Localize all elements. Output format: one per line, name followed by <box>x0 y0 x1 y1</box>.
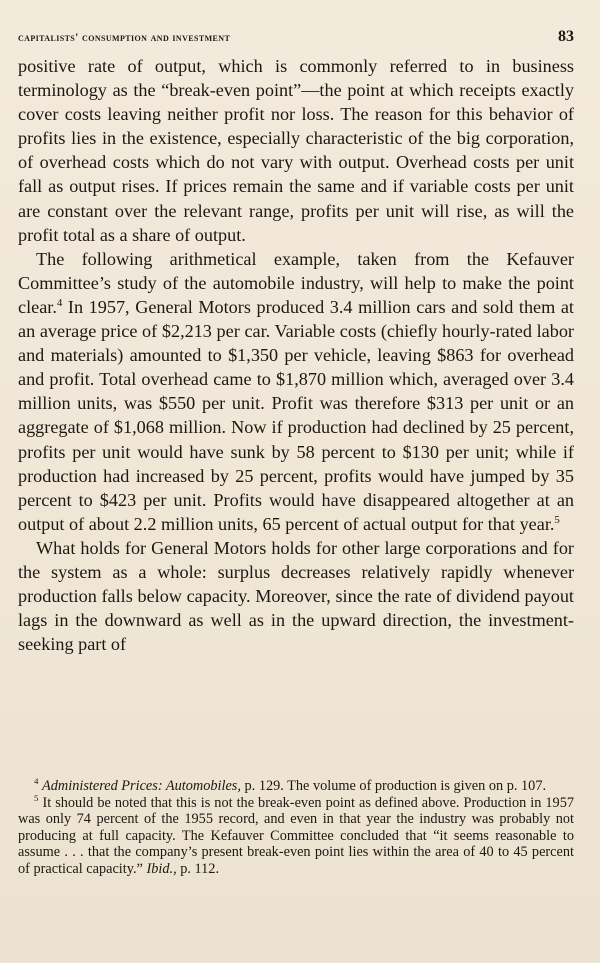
running-head <box>18 28 574 46</box>
footnote-4-source-title: Administered Prices: Automobiles, <box>42 778 241 794</box>
paragraph-3: What holds for General Motors holds for other large corporations and for the system as a whole: surplus decreases relatively rapidly whenever production falls below capacity. Moreover, since the rate of dividend payout lags in the downward as well as in the upward direction, the investment-seeking part of <box>18 537 574 655</box>
footnote-5-mark: 5 <box>34 792 39 803</box>
running-title: capitalists' consumption and investment <box>18 32 231 44</box>
footnote-ref-5: 5 <box>554 513 560 526</box>
footnote-5-text-b: p. 112. <box>176 860 220 877</box>
paragraph-1: positive rate of output, which is commonly referred to in business terminology as the “break-even point”—the point at which receipts exactly cover costs leaving neither profit nor loss. The reason for this behavior of profits lies in the existence, especially characteristic of the big corporation, of overhead costs which do not vary with output. Overhead costs per unit fall as output rises. If prices remain the same and if variable costs per unit are constant over the relevant range, profits per unit will rise, as will the profit total as a share of output. <box>18 56 574 245</box>
footnotes <box>18 778 574 878</box>
page-number: 83 <box>558 28 574 45</box>
footnote-ref-4: 4 <box>56 296 63 309</box>
paragraph-2 <box>18 247 574 536</box>
footnote-5-text-a: It should be noted that this is not the break-even point as defined above. Production in 1957 was only 74 percent of the 1955 record, and even in that year the industry was probably not producing at full capacity. The Kefauver Committee concluded that “it seems reasonable to assume . . . that the company’s present break-even point lies within the area of 40 to 45 percent of practical capacity.” <box>18 794 574 877</box>
paragraph-2-text-b: In 1957, General Motors produced 3.4 million cars and sold them at an average price of $2,213 per car. Variable costs (chiefly hourly-rated labor and materials) amounted to $1,350 per vehicle, leaving $863 for overhead and profit. Total overhead came to $1,870 million which, averaged over 3.4 million units, was $550 per unit. Profit was therefore $313 per unit or an aggregate of $1,068 million. Now if production had declined by 25 percent, profits per unit would have sunk by 58 percent to $130 per unit; while if production had increased by 25 percent, profits would have jumped by 35 percent to $423 per unit. Profits would have disappeared altogether at an output of about 2.2 million units, 65 percent of actual output for that year. <box>18 296 574 534</box>
paragraph-2-text-a: The following arithmetical example, taken from the Kefauver Committee’s study of the automobile industry, will help to make the point clear. <box>18 248 574 317</box>
footnote-5-ibid: Ibid., <box>146 860 177 877</box>
footnote-4-text: p. 129. The volume of production is given on p. 107. <box>240 778 547 794</box>
body-text <box>18 54 574 656</box>
footnote-4-mark: 4 <box>34 776 39 787</box>
footnote-5 <box>18 792 574 878</box>
footnote-4 <box>18 778 574 795</box>
